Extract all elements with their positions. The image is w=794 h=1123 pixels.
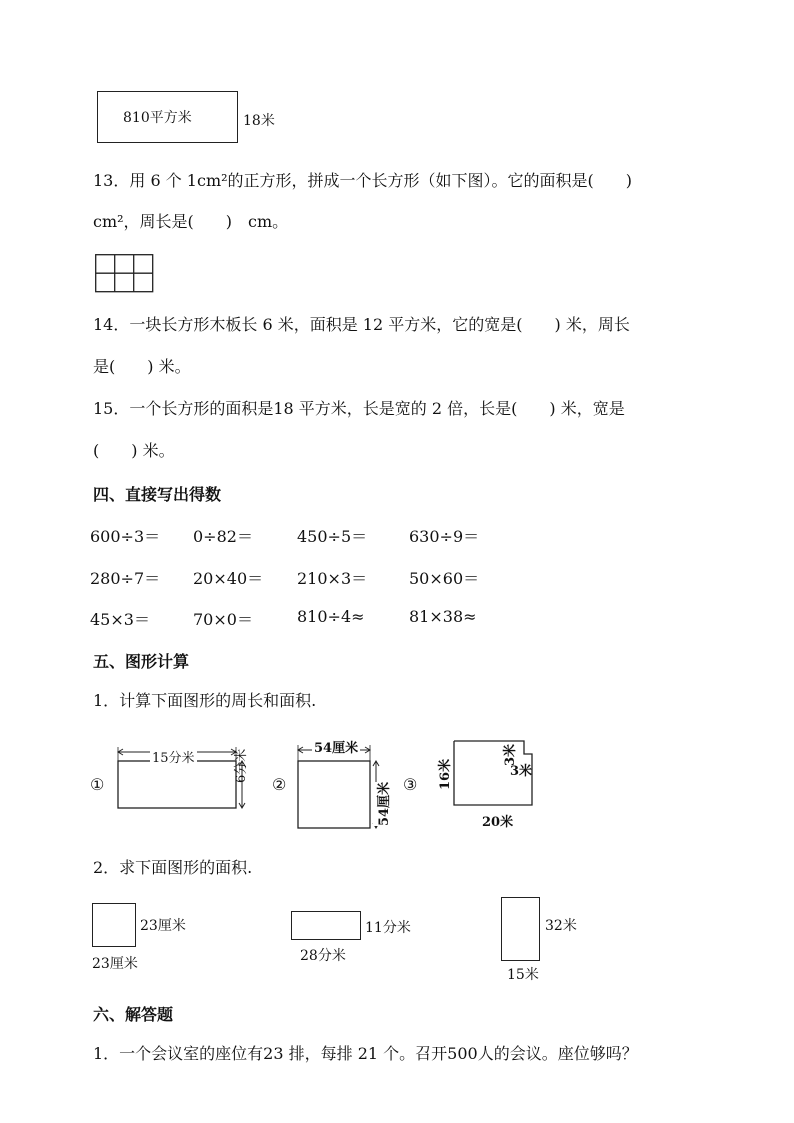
fig3-notch-label-b: 3米 <box>510 764 533 779</box>
q13-line1: 13．用 6 个 1cm²的正方形，拼成一个长方形（如下图）。它的面积是( ) <box>93 171 633 190</box>
top-rectangle-area: 810平方米 <box>123 110 192 126</box>
fig1-side-label: 6分米 <box>234 748 249 783</box>
calc-r1c3: 450÷5＝ <box>297 527 368 546</box>
top-rectangle-side: 18米 <box>243 113 275 129</box>
section5-q2: 2．求下面图形的面积. <box>93 858 253 877</box>
calc-r3c2: 70×0＝ <box>193 610 253 629</box>
calc-r3c3: 810÷4≈ <box>297 607 365 626</box>
calc-r2c1: 280÷7＝ <box>90 569 161 588</box>
fig2-top-label: 54厘米 <box>312 737 360 756</box>
calc-r2c4: 50×60＝ <box>409 569 480 588</box>
calc-r1c2: 0÷82＝ <box>193 527 253 546</box>
fig3-number: ③ <box>403 775 418 794</box>
q14-line1: 14．一块长方形木板长 6 米，面积是 12 平方米，它的宽是( ) 米，周长 <box>93 315 630 334</box>
fig3-left-label: 16米 <box>438 758 453 790</box>
section6-q1: 1．一个会议室的座位有23 排，每排 21 个。召开500人的会议。座位够吗？ <box>93 1044 638 1063</box>
calc-r1c4: 630÷9＝ <box>409 527 480 546</box>
calc-r3c4: 81×38≈ <box>409 607 477 626</box>
area3-side-label: 32米 <box>545 918 577 934</box>
area2-side-label: 11分米 <box>365 920 411 936</box>
area1-side-label: 23厘米 <box>140 918 186 934</box>
area1-square <box>92 903 136 947</box>
fig2-side-label: 54厘米 <box>373 782 392 826</box>
calc-r2c3: 210×3＝ <box>297 569 368 588</box>
fig1-top-label: 15分米 <box>150 747 197 766</box>
section5-title: 五、图形计算 <box>93 652 190 671</box>
calc-r2c2: 20×40＝ <box>193 569 264 588</box>
q14-line2: 是( ) 米。 <box>93 357 191 376</box>
fig1-number: ① <box>90 775 105 794</box>
six-squares-grid <box>95 254 155 294</box>
calc-r1c1: 600÷3＝ <box>90 527 161 546</box>
q15-line1: 15．一个长方形的面积是18 平方米，长是宽的 2 倍，长是( ) 米，宽是 <box>93 399 625 418</box>
area1-bottom-label: 23厘米 <box>92 956 138 972</box>
area2-bottom-label: 28分米 <box>300 948 346 964</box>
calc-r3c1: 45×3＝ <box>90 610 150 629</box>
fig3-bottom-label: 20米 <box>482 815 514 830</box>
area3-rectangle <box>501 897 540 961</box>
area2-rectangle <box>291 911 361 940</box>
fig3-notch-label-a: 3米 <box>503 743 518 766</box>
fig2-number: ② <box>272 775 287 794</box>
q13-line2: cm²，周长是( ) cm。 <box>93 212 289 231</box>
section4-title: 四、直接写出得数 <box>93 485 222 504</box>
q15-line2: ( ) 米。 <box>93 441 175 460</box>
section5-q1: 1．计算下面图形的周长和面积. <box>93 691 317 710</box>
area3-bottom-label: 15米 <box>507 967 539 983</box>
section6-title: 六、解答题 <box>93 1005 174 1024</box>
